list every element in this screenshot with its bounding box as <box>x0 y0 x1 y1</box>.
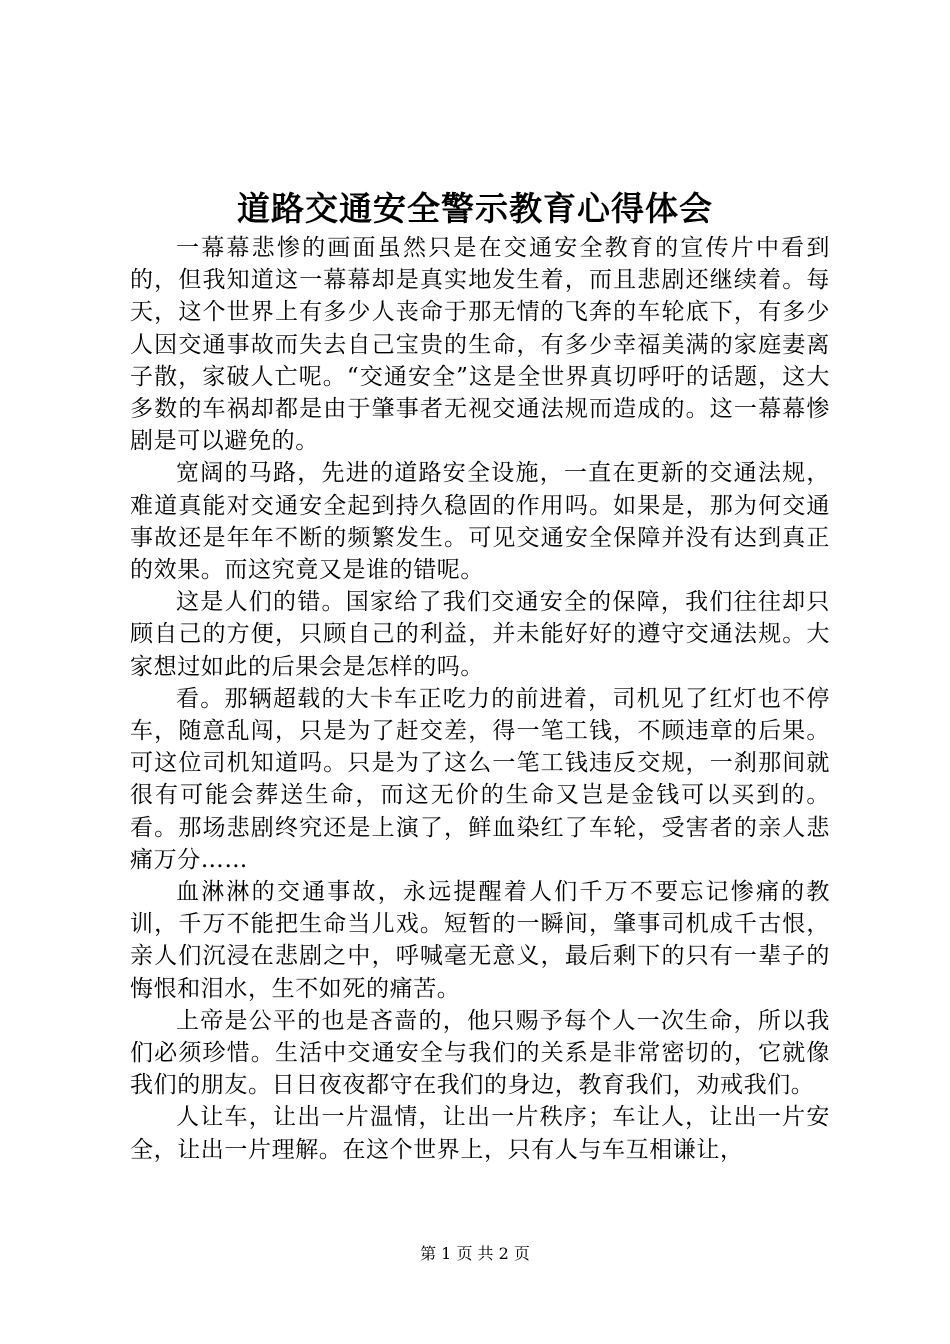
page-title: 道路交通安全警示教育心得体会 <box>237 189 713 228</box>
body-paragraph: 这是人们的错。国家给了我们交通安全的保障，我们往往却只顾自己的方便，只顾自己的利益，并未能好好的遵守交通法规。大家想过如此的后果会是怎样的吗。 <box>130 589 830 680</box>
body-paragraph: 上帝是公平的也是吝啬的，他只赐予每个人一次生命，所以我们必须珍惜。生活中交通安全与我们的关系是非常密切的，它就像我们的朋友。日日夜夜都守在我们的身边，教育我们，劝戒我们。 <box>130 1007 830 1099</box>
body-paragraph: 血淋淋的交通事故，永远提醒着人们千万不要忘记惨痛的教训，千万不能把生命当儿戏。短暂的一瞬间，肇事司机成千古恨，亲人们沉浸在悲剧之中，呼喊毫无意义，最后剩下的只有一辈子的悔恨和泪水，生不如死的痛苦。 <box>130 879 830 1002</box>
document-body <box>130 232 830 1166</box>
body-paragraph: 人让车，让出一片温情，让出一片秩序；车让人，让出一片安全，让出一片理解。在这个世界上，只有人与车互相谦让， <box>130 1104 830 1163</box>
body-paragraph: 宽阔的马路，先进的道路安全设施，一直在更新的交通法规，难道真能对交通安全起到持久稳固的作用吗。如果是，那为何交通事故还是年年不断的频繁发生。可见交通安全保障并没有达到真正的效果。而这究竟又是谁的错呢。 <box>130 460 830 584</box>
body-paragraph: 一幕幕悲惨的画面虽然只是在交通安全教育的宣传片中看到的，但我知道这一幕幕却是真实地发生着，而且悲剧还继续着。每天，这个世界上有多少人丧命于那无情的飞奔的车轮底下，有多少人因交通事故而失去自己宝贵的生命，有多少幸福美满的家庭妻离子散，家破人亡呢。“交通安全”这是全世界真切呼吁的话题，这大多数的车祸却都是由于肇事者无视交通法规而造成的。这一幕幕惨剧是可以避免的。 <box>130 235 830 455</box>
page-footer: 第 1 页 共 2 页 <box>420 1244 530 1263</box>
body-paragraph: 看。那辆超载的大卡车正吃力的前进着，司机见了红灯也不停车，随意乱闯，只是为了赶交差，得一笔工钱，不顾违章的后果。可这位司机知道吗。只是为了这么一笔工钱违反交规，一刹那间就很有可能会葬送生命，而这无价的生命又岂是金钱可以买到的。看。那场悲剧终究还是上演了，鲜血染红了车轮，受害者的亲人悲痛万分…… <box>130 685 830 873</box>
